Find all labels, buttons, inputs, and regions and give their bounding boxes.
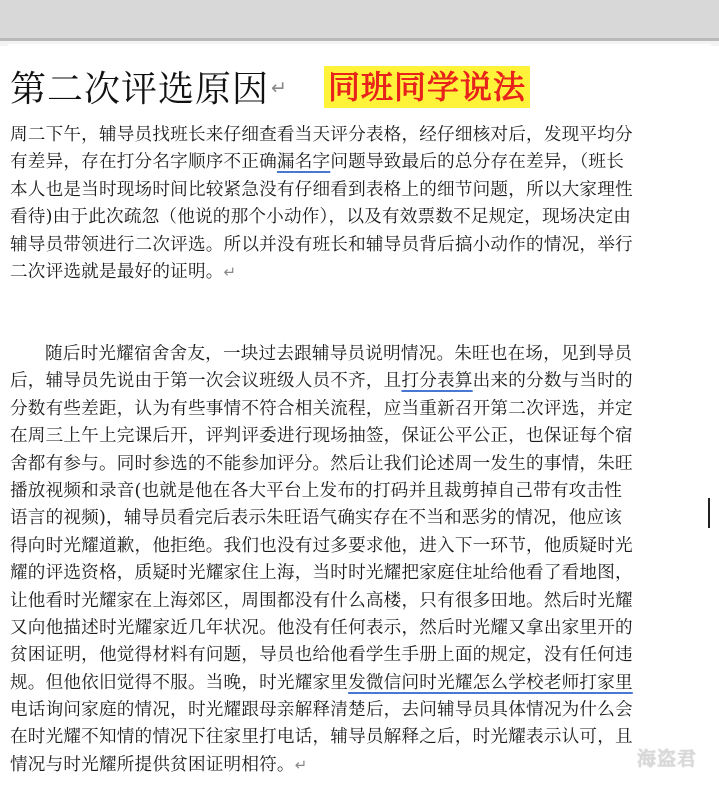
paragraph-mark-icon: ↵ (294, 755, 308, 774)
text-line: 在时光耀不知情的情况下往家里打电话，辅导员解释之后，时光耀表示认可，且 (10, 727, 633, 748)
underlined-text: 发微信问时光耀怎么学校老师打家里 (348, 672, 633, 693)
text-line (10, 149, 696, 176)
watermark: 海盗君 (636, 748, 697, 770)
underlined-text: 打分表算 (401, 371, 473, 392)
toolbar-edge (0, 38, 719, 41)
paragraph-2[interactable] (10, 341, 696, 779)
text-line (10, 259, 696, 286)
text-line (10, 670, 696, 697)
text-segment: 有差异，存在打分名字顺序不正确 (10, 152, 277, 173)
title-badge: 同班同学说法 (324, 66, 530, 108)
document-heading: 第二次评选原因 (10, 68, 270, 110)
text-segment: 二次评选就是最好的证明。 (10, 261, 224, 282)
text-segment: 后，辅导员先说由于第一次会议班级人员不齐，且 (10, 371, 402, 392)
text-line: 周二下午，辅导员找班长来仔细查看当天评分表格，经仔细核对后，发现平均分 (10, 125, 633, 145)
text-line: 本人也是当时现场时间比较紧急没有仔细看到表格上的细节问题，所以大家理性 (10, 179, 633, 200)
paragraph-1[interactable] (10, 122, 696, 286)
text-line: 辅导员带领进行二次评选。所以并没有班长和辅导员背后搞小动作的情况，举行 (10, 234, 633, 255)
text-line: 在周三上午上完课后开，评判评委进行现场抽签，保证公平公正，也保证每个宿 (10, 426, 633, 447)
text-segment: 情况与时光耀所提供贫困证明相符。 (10, 754, 295, 775)
text-cursor (708, 498, 710, 528)
text-line: 看待)由于此次疏忽（他说的那个小动作），以及有效票数不足规定，现场决定由 (10, 207, 632, 228)
paragraph-mark-icon: ↵ (271, 77, 287, 99)
text-line (10, 368, 696, 395)
text-line (10, 752, 696, 779)
heading-row (10, 60, 287, 112)
text-line: 贫困证明，他觉得材料有问题，导员也给他看学生手册上面的规定，没有任何违 (10, 645, 633, 666)
text-line: 随后时光耀宿舍舍友，一块过去跟辅导员说明情况。朱旺也在场，见到导员 (45, 344, 633, 364)
text-line: 得向时光耀道歉，他拒绝。我们也没有过多要求他，进入下一环节，他质疑时光 (10, 535, 633, 556)
document-page[interactable] (8, 44, 711, 789)
text-line: 播放视频和录音(也就是他在各大平台上发布的打码并且裁剪掉自己带有攻击性 (10, 480, 623, 501)
text-line: 耀的评选资格，质疑时光耀家住上海，当时时光耀把家庭住址给他看了看地图， (10, 563, 633, 584)
text-segment: 规。但他依旧觉得不服。当晚，时光耀家里 (10, 672, 349, 693)
text-line: 分数有些差距，认为有些事情不符合相关流程，应当重新召开第二次评选，并定 (10, 398, 633, 419)
text-segment: 出来的分数与当时的 (472, 371, 633, 392)
text-segment: 问题导致最后的总分存在差异，（班长 (330, 152, 625, 173)
text-line: 语言的视频)，辅导员看完后表示朱旺语气确实存在不当和恶劣的情况，他应该 (10, 508, 623, 529)
paragraph-mark-icon: ↵ (223, 262, 237, 281)
text-line: 让他看时光耀家在上海郊区，周围都没有什么高楼，只有很多田地。然后时光耀 (10, 590, 633, 611)
text-line: 电话询问家庭的情况，时光耀跟母亲解释清楚后，去问辅导员具体情况为什么会 (10, 700, 633, 721)
text-line: 又向他描述时光耀家近几年状况。他没有任何表示，然后时光耀又拿出家里开的 (10, 617, 633, 638)
underlined-text: 漏名字 (276, 152, 331, 173)
text-line: 舍都有参与。同时参选的不能参加评分。然后让我们论述周一发生的事情，朱旺 (10, 453, 633, 474)
